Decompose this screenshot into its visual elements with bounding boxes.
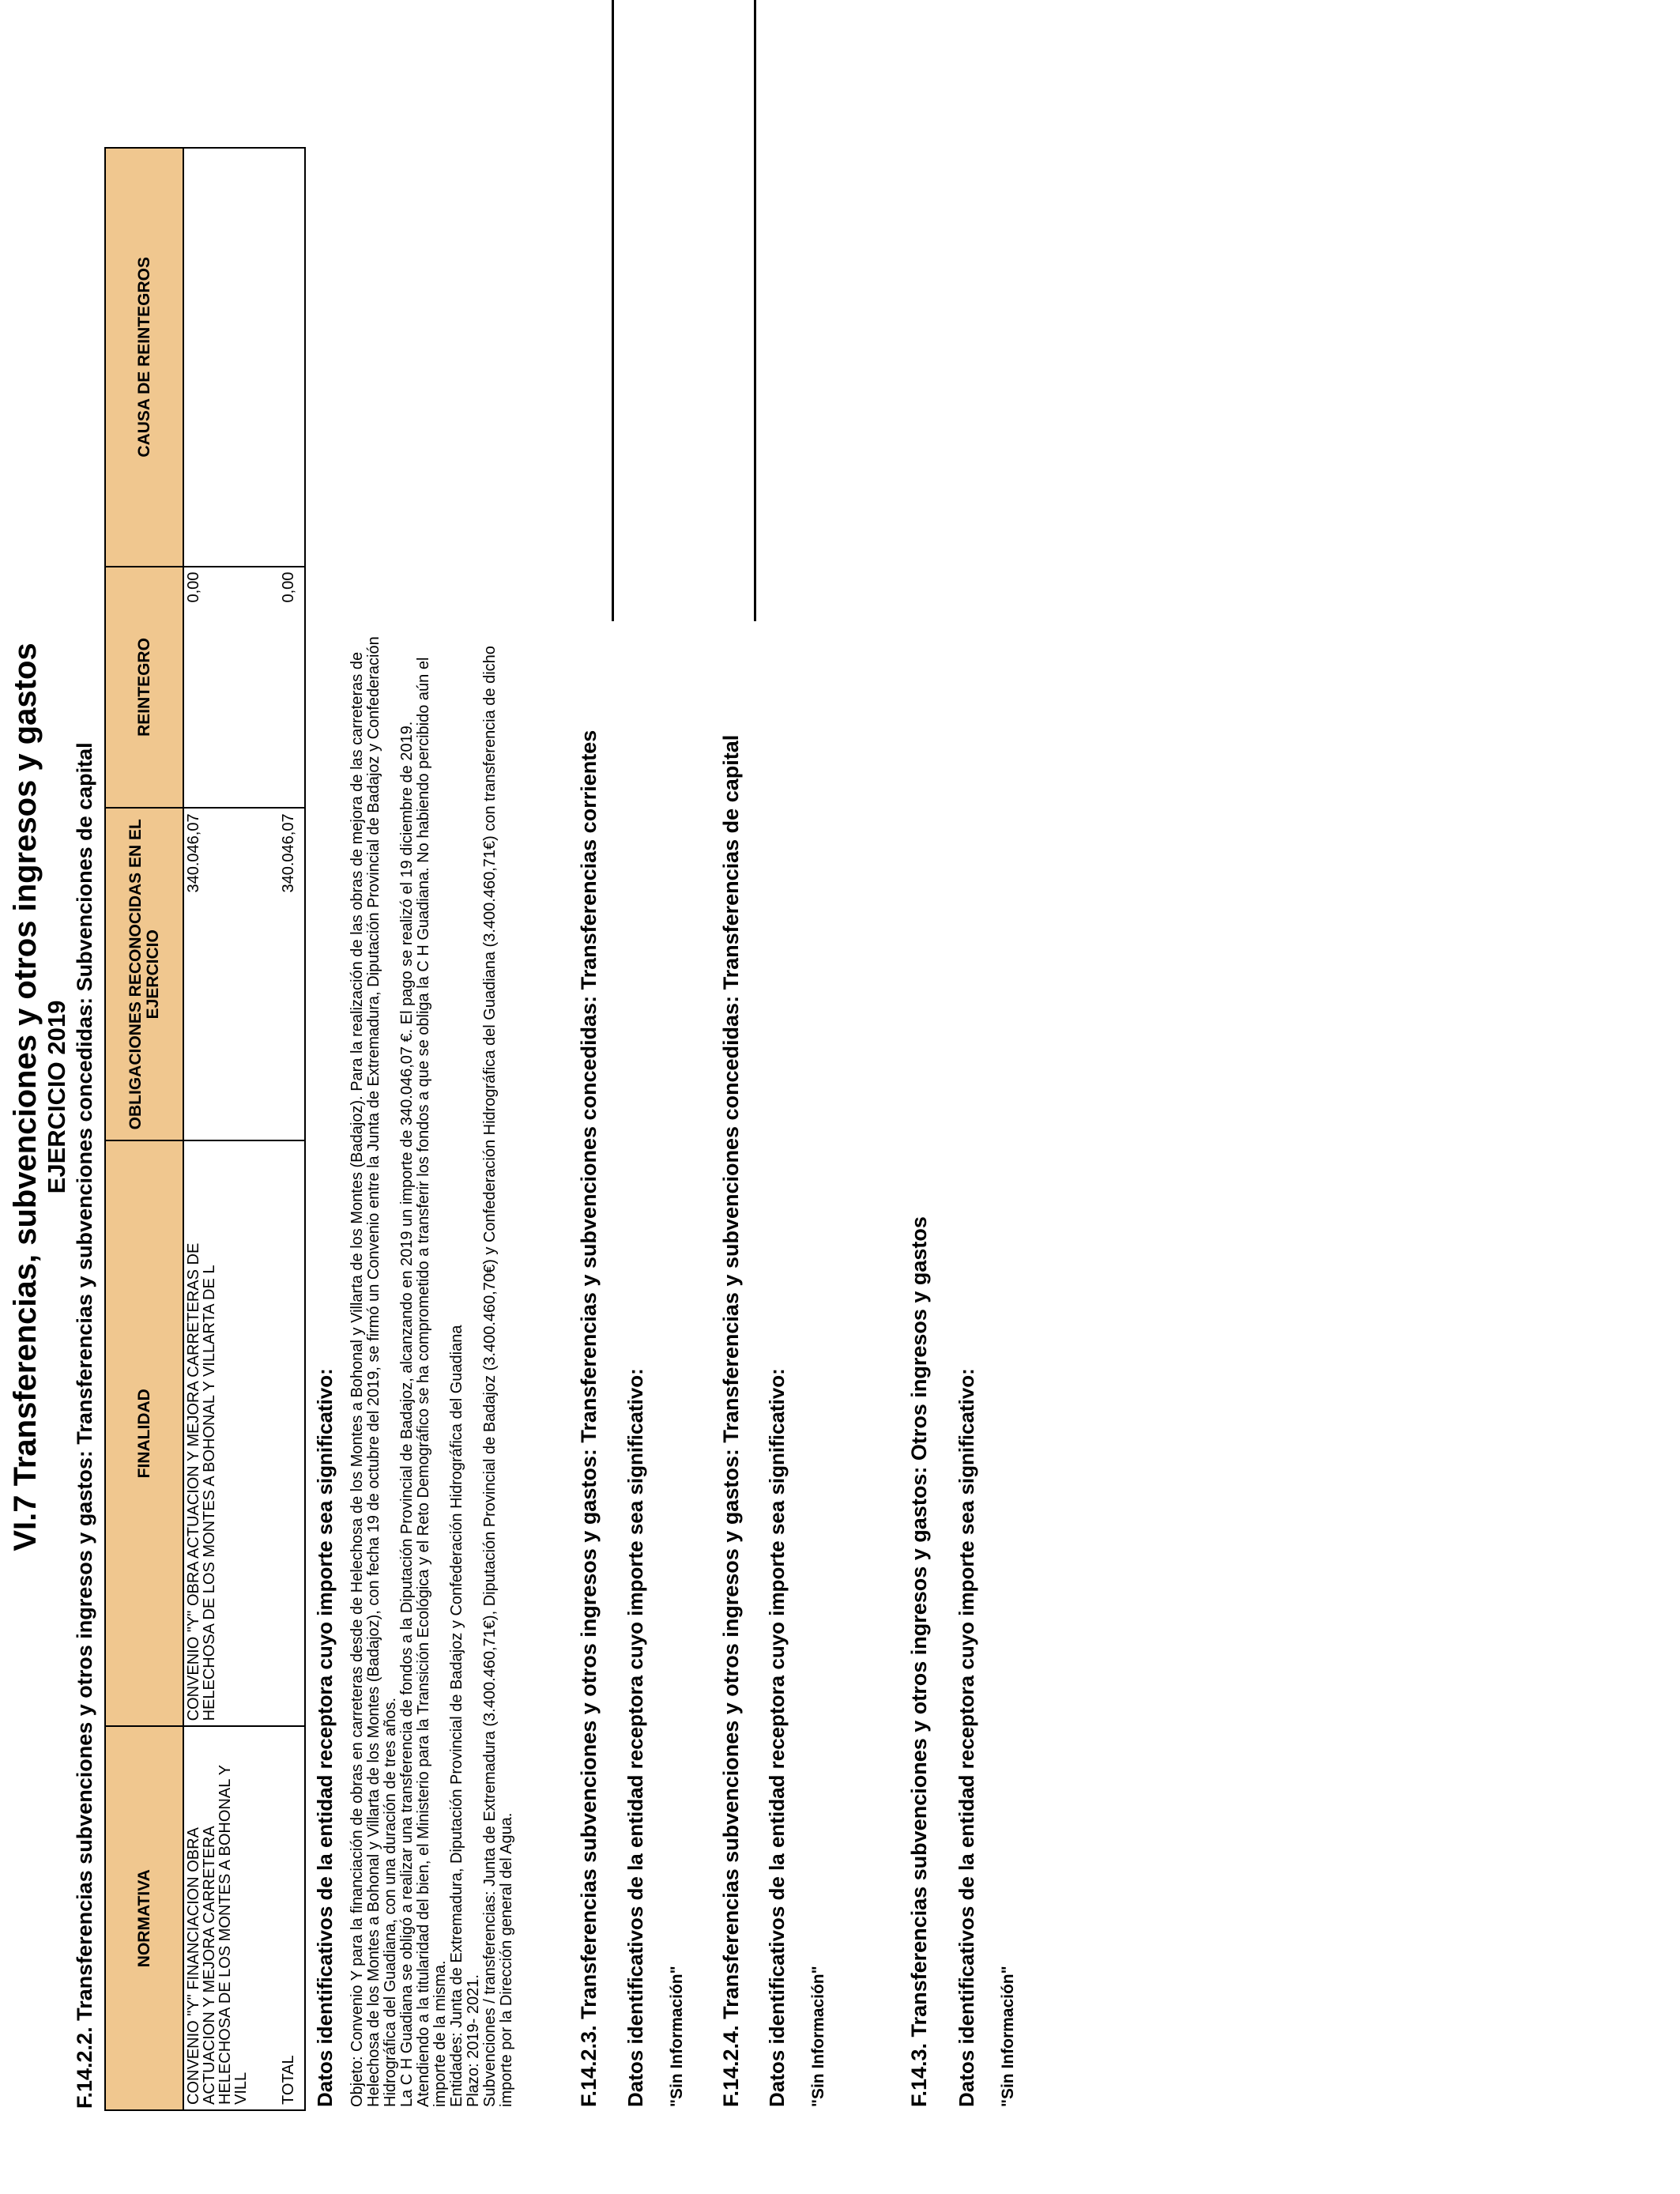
table-row <box>183 148 279 2110</box>
datos-line: Entidades: Junta de Extremadura, Diputación Provincial de Badajoz y Confederación Hidrográfica del Guadiana <box>448 1325 465 2107</box>
cell-total-obligaciones: 340.046,07 <box>279 808 305 1140</box>
table-header-row <box>105 148 183 2110</box>
section-heading-otros-ingresos: F.14.3. Transferencias subvenciones y otros ingresos y gastos: Otros ingresos y gastos <box>907 1216 931 2107</box>
header-obligaciones: OBLIGACIONES RECONOCIDAS EN EL EJERCICIO <box>105 808 183 1140</box>
table-total-row <box>279 148 305 2110</box>
cell-normativa: CONVENIO "Y" FINANCIACION OBRA ACTUACION Y MEJORA CARRETERA HELECHOSA DE LOS MONTES A BOHONAL Y VILL <box>183 1726 279 2110</box>
section-heading-transferencias-corrientes: F.14.2.3. Transferencias subvenciones y otros ingresos y gastos: Transferencias y subvenciones concedidas: Transferencias corrientes <box>577 729 601 2107</box>
cell-total-label: TOTAL <box>279 1726 305 2110</box>
sin-informacion-capital: "Sin Información" <box>809 1966 827 2107</box>
header-causa: CAUSA DE REINTEGROS <box>105 148 183 567</box>
datos-line: Plazo: 2019- 2021. <box>465 1974 482 2107</box>
page-subtitle: EJERCICIO 2019 <box>43 1000 70 1194</box>
cell-causa <box>183 148 279 567</box>
datos-line: Hidrográfica del Guadiana, con una duración de tres años. <box>382 1697 399 2107</box>
section-divider <box>754 0 756 621</box>
header-finalidad: FINALIDAD <box>105 1140 183 1726</box>
section-divider <box>612 0 614 621</box>
datos-line: importe por la Dirección general del Agua. <box>498 1812 515 2107</box>
datos-text-block <box>349 636 515 2107</box>
cell-total-finalidad <box>279 1140 305 1726</box>
page-title: VI.7 Transferencias, subvenciones y otros ingresos y gastos <box>8 643 43 1551</box>
cell-obligaciones: 340.046,07 <box>183 808 279 1140</box>
datos-heading: Datos identificativos de la entidad receptora cuyo importe sea significativo: <box>313 1368 337 2107</box>
header-reintegro: REINTEGRO <box>105 567 183 809</box>
sin-informacion-otros: "Sin Información" <box>999 1966 1017 2107</box>
datos-heading-capital: Datos identificativos de la entidad receptora cuyo importe sea significativo: <box>765 1368 789 2107</box>
datos-heading-otros: Datos identificativos de la entidad receptora cuyo importe sea significativo: <box>955 1368 978 2107</box>
datos-heading-corrientes: Datos identificativos de la entidad receptora cuyo importe sea significativo: <box>623 1368 647 2107</box>
datos-line: Atendiendo a la titularidad del bien, el Ministerio para la Transición Ecológica y el Reto Demográfico se ha comprometido a transferir los fondos a que se obliga la C H Guadiana. No habiendo percibido aún el <box>415 657 432 2107</box>
sin-informacion-corrientes: "Sin Información" <box>668 1966 686 2107</box>
datos-line: Helechosa de los Montes a Bohonal y Villarta de los Montes (Badajoz), con fecha 19 de octubre del 2019, se firmó un Convenio entre la Junta de Extremadura, Diputación Provincial de Badajoz y Confederación <box>365 636 382 2107</box>
cell-total-causa <box>279 148 305 567</box>
datos-line: Objeto: Convenio Y para la financiación de obras en carreteras desde de Helechosa de los Montes a Bohonal y Villarta de los Montes (Badajoz). Para la realización de las obras de mejora de las carreteras de <box>348 651 366 2107</box>
cell-reintegro: 0,00 <box>183 567 279 809</box>
section-heading-subvenciones-capital: F.14.2.2. Transferencias subvenciones y otros ingresos y gastos: Transferencias y subvenciones concedidas: Subvenciones de capital <box>73 742 96 2109</box>
header-normativa: NORMATIVA <box>105 1726 183 2110</box>
datos-line: La C H Guadiana se obligó a realizar una transferencia de fondos a la Diputación Provincial de Badajoz, alcanzando en 2019 un importe de 340.046,07 €. El pago se realizó el 19 diciembre de 2019. <box>398 721 416 2107</box>
section-heading-transferencias-capital: F.14.2.4. Transferencias subvenciones y otros ingresos y gastos: Transferencias y subvenciones concedidas: Transferencias de capital <box>719 734 743 2107</box>
cell-total-reintegro: 0,00 <box>279 567 305 809</box>
subvenciones-table <box>104 147 306 2111</box>
datos-line: Subvenciones / transferencias: Junta de Extremadura (3.400.460,71€), Diputación Provincial de Badajoz (3.400.460,70€) y Confederación Hidrográfica del Guadiana (3.400.460,71€) con transferencia de dicho <box>481 646 499 2107</box>
cell-finalidad: CONVENIO "Y" OBRA ACTUACION Y MEJORA CARRETERAS DE HELECHOSA DE LOS MONTES A BOHONAL Y VILLARTA DE L <box>183 1140 279 1726</box>
datos-line: importe de la misma. <box>431 1960 449 2107</box>
